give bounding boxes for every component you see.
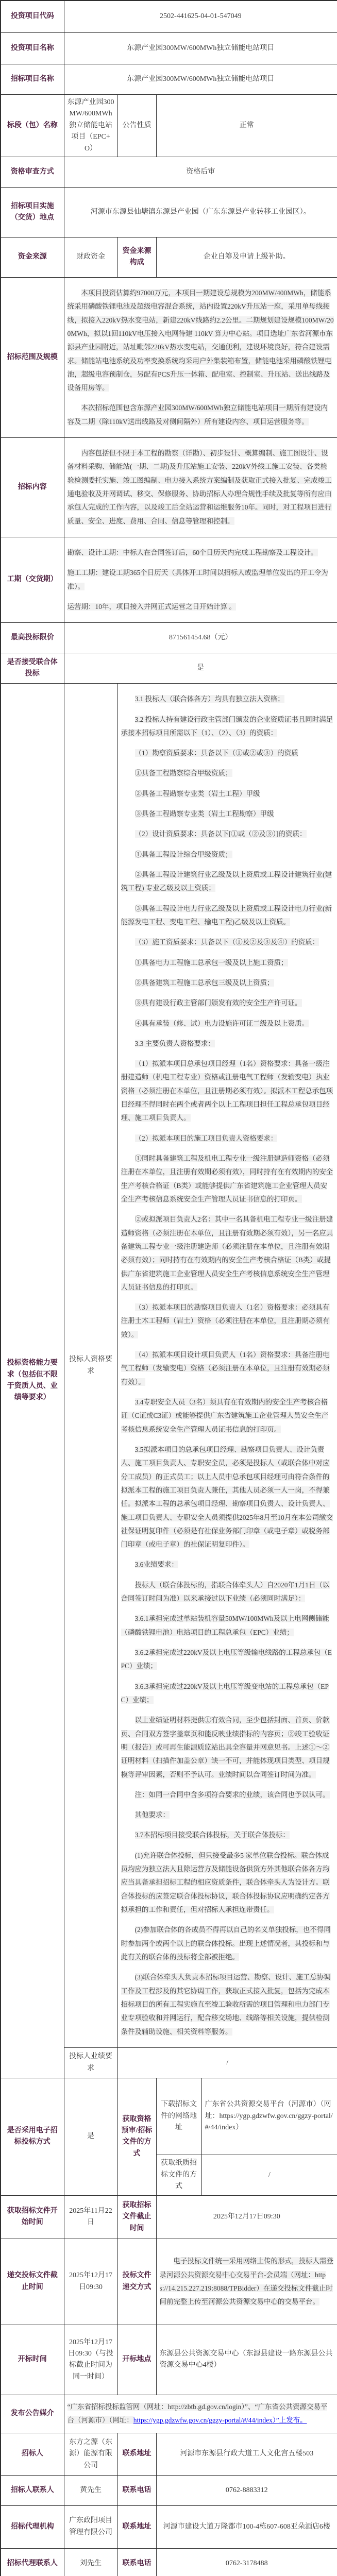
obtain-start-value: 2025年11月22日: [64, 2195, 117, 2239]
row-scope: [1, 277, 337, 437]
tender-name-value: 东源产业园300MW/600MWh独立储能电站项目: [64, 64, 337, 95]
row-duration: [1, 537, 337, 622]
agency-address-label: 联系地址: [117, 2505, 156, 2548]
consortium-value: 是: [64, 653, 337, 684]
qualification-review-label: 资格审查方式: [1, 157, 64, 187]
row-tenderer-contact: [1, 2475, 337, 2505]
submission-method-value: 电子投标文件统一采用网络上传的形式，投标人需登录河源公共资源交易中心交易平台-会员端（网址：https://14.215.227.219:8088/TPBidder）在递交投标文件截止时间前完整上传至河源公共资源交易中心的交易平台。: [156, 2239, 337, 2325]
max-price-label: 最高投标限价: [1, 623, 64, 653]
funds-value: 财政资金: [64, 237, 117, 277]
submission-deadline-value: 2025年12月17日09:30: [64, 2239, 117, 2325]
tenderer-phone-value: 0762-8883312: [156, 2475, 337, 2505]
funds-composition-label: 资金来源构成: [117, 237, 156, 277]
funds-label: 资金来源: [1, 237, 64, 277]
duration-label: 工期（交货期）: [1, 537, 64, 622]
content-value: 内容包括但不限于本工程的勘察（详勘）、初步设计、概算编制、施工图设计、设备材料采购、储能站(一期、二期)及升压站施工安装、220kV外线工施工安装、各类检验检测委托实施、竣工图编制、电力接入系统方案编制及获取正式接入批复、完成竣工通电验收及并网调试、移交、保修服务、协助招标人办理合规性手续及批复等所有应由承包人完成的工作内容，以及竣工后全站运营和运维服务10年。同时，对工程项目进行质量、安全、进度、费用、合同、信息等管理和控制。: [64, 438, 337, 537]
row-e-bidding-download: [1, 2078, 337, 2155]
consortium-label: 是否接受联合体投标: [1, 653, 64, 684]
notice-nature-value: 正常: [156, 95, 337, 157]
agency-label: 招标代理机构: [1, 2505, 64, 2548]
row-media: [1, 2395, 337, 2433]
obtain-documents-method-label: 获取资格预审/招标文件的方式: [117, 2078, 156, 2195]
agency-contact-label: 招标代理联系人: [1, 2548, 64, 2576]
tenderer-phone-label: 联系电话: [117, 2475, 156, 2505]
notice-nature-label: 公告性质: [117, 95, 156, 157]
tenderer-contact-value: 黄先生: [64, 2475, 117, 2505]
bidder-qualification-value: 3.1 投标人（联合体各方）均具有独立法人资格； 3.2 投标人持有建设行政主管部门颁发的企业资质证书且同时满足承接本招标项目所需以下（1）、（2）、（3）的资质： （1）勘察资质要求：具备以下（①或②或③）的资质 ①具备工程勘察综合甲级资质； ②具备工程勘察专业类（岩土工程）甲级 ③具备工程勘察专业类（岩土工程勘察）甲级 （2）设计资质要求：具备以下[①或（②及③）]的资质： ①具备工程设计综合甲级资质； ②具备工程设计建筑行业乙级及以上资质或工程设计建筑行业(建筑工程) 专业乙级及以上资质； ③具备工程设计电力行业乙级及以上资质或工程设计电力行业(新能源发电工程、变电工程、输电工程)乙级及以上资质。 （3）施工资质要求：具备以下（①及②及③及④）的资质： ①具备电力工程施工总承包一级及以上施工资质； ②具备建筑工程施工总承包三级及以上资质； ③具有建设行政主管部门颁发有效的安全生产许可证。 ④具有承装（修、试）电力设施许可证二级及以上资质。 3.3 主要负责人资格要求： （1）拟派本项目总承包项目经理（1名）资格要求：具备一级注册建造师（机电工程专业）资格或注册电气工程师（发输变电）执业资格（必须注册在本单位，且注册期必须有效）。拟派本工程总承包项目经理不得同时在两个或者两个以上工程项目担任工程总承包项目经理、施工项目负责人。 （2）拟派本项目的施工项目负责人资格要求： ①同时具备建筑工程及机电工程专业一级注册建造师资格（必须注册在本单位，且注册有效期必须有效），同时持有在有效期内的安全生产考核合格证（B类）或能够提供广东省建筑施工企业管理人员安全生产考核信息系统安全生产管理人员证书信息的打印页。 ②或拟派项目负责人2名：其中一名具备机电工程专业一级注册建造师资格（必须注册在本单位，且注册有效期必须有效），另一名应具备建筑工程专业一级注册建造师（必须注册在本单位，且注册有效期必须有效）；同时持有在有效期内的安全生产考核合格证（B类）或提供广东省建筑施工企业管理人员安全生产考核信息系统安全生产管理人员证书信息的打印页。 （3）拟派本项目的勘察项目负责人（1名）资格要求：必须具有注册土木工程师（岩土）资格（必须注册在本单位，且注册期必须有效）。 （4）拟派本项目设计项目负责人（1名）资格要求：具备注册电气工程师（发输变电）资格（必须注册在本单位，且注册有效期必须有效）。 3.4专职安全人员（3名）须具有在有效期内的安全生产考核合格证（C证或C3证）或能够提供广东省建筑施工企业管理人员安全生产考核信息系统安全生产管理人员证书信息的打印页。 3.5拟派本项目的总承包项目经理、勘察项目负责人、设计负责人、施工项目负责人、专职安全员，必须是投标人（或联合体中对应分工成员）的正式员工；以上人员中总承包项目经理可由符合条件的拟派本工程的施工项目负责人兼任，其他人员必须一人一岗，不得兼任。拟派本工程的总承包项目经理、勘察项目负责人、设计负责人、施工项目负责人、专职安全人员须提供2025年8月至10月在本公司缴交社保证明复印件（必须是有社保业务部门印章（或电子章）或税务部门印章（或电子章）的社保证明复印件）。 3.6业绩要求： 投标人（联合体投标的，指联合体牵头人）自2020年1月1日（以合同签订时间为准）以来承接过以下业绩（必须同时满足）： 3.6.1承担完成过单站装机容量50MW/100MWh及以上电网侧储能（磷酸铁锂电池）电站项目的工程总承包（EPC）业绩； 3.6.2承担完成过220kV及以上电压等级输电线路的工程总承包（EPC）业绩； 3.6.3承担完成过220kV及以上电压等级变电站的工程总承包（EPC）业绩； 以上业绩证明材料提供①有效合同，至少包括封面、首页、价款页、合同双方签字盖章页和能反映业绩指标的内容页；②竣工验收证明（报告）或可再生能源质监站出具全容量并网意见书。上述①～②证明材料（扫描件加盖公章）缺一不可，并能体现项目类型、项目规模等评审因素，否则不予认可。业绩时间以合同签订时间为准。 注：如同一合同中含多项符合要求的业绩，该合同也予以认可。 其他要求： 3.7本招标项目接受联合体投标，关于联合体投标： (1)允许联合体投标，但只接受最多5 家单位联合投标。联合体成员均应为独立法人且除运营方及储能设备供货方外其他联合体各方均应当具备承担招标工程的相应资质条件，联合体牵头人为设计方。联合体投标的应签定联合体投标协议，联合体投标协议应明确约定各方拟承担的工作和责任，但对招标人承担连带责任。 (2)参加联合体的各成员不得再以自己的名义单独投标，也不得同时参加两个或两个以上的联合体投标。出现上述情况者，其投标和与此有关的联合体的投标将全部被拒绝。 (3)联合体牵头人负责本招标项目运营、勘察、设计、施工总协调工作及工程涉及的其它协调工作，获取正式接入批复，包括为完成本招标项目的所有工程实施直至竣工验收所需的项目管理和电力部门专业专项验收和并网运行，配合移交场地、线路等相关设施，提供检测条件及辅助设施、相关资料等服务。: [117, 684, 337, 2048]
row-project-code: [1, 1, 337, 33]
row-location: [1, 187, 337, 237]
agency-value: 广东政阳项目管理有限公司: [64, 2505, 117, 2548]
row-capability-qualification: [1, 684, 337, 2048]
row-tenderer: [1, 2433, 337, 2475]
section-value: 东源产业园300MW/600MWh独立储能电站项目（EPC+O）: [64, 95, 117, 157]
paper-documents-label: 获取纸质招标文件的方式: [156, 2155, 201, 2195]
invest-name-value: 东源产业园300MW/600MWh独立储能电站项目: [64, 33, 337, 64]
row-agency-contact: [1, 2548, 337, 2576]
submission-method-label: 投标文件递交方式: [117, 2239, 156, 2325]
row-obtain-time: [1, 2195, 337, 2239]
invest-name-label: 投资项目名称: [1, 33, 64, 64]
media-label: 发布公告媒介: [1, 2395, 64, 2433]
media-text: “广东省招标投标监管网（网址：http://zbtb.gd.gov.cn/login）”、“广东省公共资源交易平台（河源市）（网址：: [67, 2403, 328, 2425]
tenderer-address-value: 河源市东源县行政大道工人文化宫五楼503: [156, 2433, 337, 2475]
project-code-value: 2502-441625-04-01-547049: [64, 1, 337, 33]
submission-deadline-label: 递交投标文件截止时间: [1, 2239, 64, 2325]
row-funds: [1, 237, 337, 277]
project-code-label: 投资项目代码: [1, 1, 64, 33]
tenderer-label: 招标人: [1, 2433, 64, 2475]
qualification-review-value: 资格后审: [64, 157, 337, 187]
download-url-label: 下载招标文件的网络地址: [156, 2078, 201, 2155]
row-section: [1, 95, 337, 157]
obtain-start-label: 获取招标文件开始时间: [1, 2195, 64, 2239]
capability-label: 投标资格能力要求（包括但不限于资质人员、业绩等要求）: [1, 684, 64, 2078]
e-bidding-label: 是否采用电子招标投标方式: [1, 2078, 64, 2195]
section-label: 标段（包）名称: [1, 95, 64, 157]
opening-place-value: 东源县公共资源交易中心（东源县建设一路东源县公共资源交易中心4楼）: [156, 2325, 337, 2395]
download-url-value: 广东省公共资源交易平台（河源市）（网址：https://ygp.gdzwfw.gov.cn/ggzy-portal/#/44/index）: [201, 2078, 337, 2155]
agency-address-value: 河源市建设大道万隆都市100-4栋607-608亚朵酒店6楼: [156, 2505, 337, 2548]
bidder-qualification-label: 投标人资格要求: [64, 684, 117, 2048]
row-max-price: [1, 623, 337, 653]
media-portal-link[interactable]: https://ygp.gdzwfw.gov.cn/ggzy-portal/#/44/index）”上发布。: [133, 2416, 307, 2425]
agency-contact-value: 刘先生: [64, 2548, 117, 2576]
row-qualification-review: [1, 157, 337, 187]
tender-name-label: 招标项目名称: [1, 64, 64, 95]
duration-value: 勘察、设计工期：中标人在合同签订后，60个日历天内完成工程勘察及工程设计。 施工工期：建设工期365个日历天（具体开工时间以招标人或监理单位发出的开工令为准）。 运营期：10年，项目接入并网正式运营之日开始计算 。: [64, 537, 337, 622]
funds-composition-value: 企业自筹及申请上级补助。: [156, 237, 337, 277]
opening-time-value: 2025年12月17日09:30（与投标截止时间为同一时间）: [64, 2325, 117, 2395]
row-opening: [1, 2325, 337, 2395]
row-submission: [1, 2239, 337, 2325]
location-label: 招标项目实施（交货）地点: [1, 187, 64, 237]
row-tender-name: [1, 64, 337, 95]
paper-documents-value: /: [201, 2155, 337, 2195]
scope-label: 招标范围及规模: [1, 277, 64, 437]
row-consortium: [1, 653, 337, 684]
row-content: [1, 438, 337, 537]
opening-time-label: 开标时间: [1, 2325, 64, 2395]
obtain-deadline-value: 2025年12月17日09:30: [156, 2195, 337, 2239]
bidder-performance-label: 投标人业绩要求: [64, 2047, 117, 2078]
agency-phone-value: 0762-3178488: [156, 2548, 337, 2576]
content-label: 招标内容: [1, 438, 64, 537]
tenderer-address-label: 联系地址: [117, 2433, 156, 2475]
max-price-value: 871561454.68（元）: [64, 623, 337, 653]
scope-value: 本项目投资估算约97000万元，本项目一期建设总规模为200MW/400MWh，储能系统采用磷酸铁锂电池及超级电容混合系统，站内设置220kV升压站一座，采用单母线接线，拟接入220kV热水变电站，新建220kV线路约2.2公里。二期规划建设规模100MW/200MWh，拟以1回110kV电压接入电网待建 110kV 算力中心站。项目选址广东省河源市东源县产业园附近，站址毗邻220kV热水变电站，交通便利，建设环境良好，符合建设需求。储能站电池系统及功率变换系统均采用户外集装箱布置，储能电池采用磷酸铁锂电池，超级电容预制仓，另配有PCS升压一体箱、配电室、控制室、升压站、送出线路及设备用房等。 本次招标范围包含东源产业园300MW/600MWh独立储能电站项目一期所有建设内容及二期（除110kV送出线路及对侧间隔外）所有建设内容、项目运营服务等。: [64, 277, 337, 437]
agency-phone-label: 联系电话: [117, 2548, 156, 2576]
bidder-performance-value: /: [117, 2047, 337, 2078]
opening-place-label: 开标地点: [117, 2325, 156, 2395]
location-value: 河源市东源县仙塘镇东源县产业园（广东东源县产业转移工业园区）。: [64, 187, 337, 237]
row-agency: [1, 2505, 337, 2548]
e-bidding-value: 是: [64, 2078, 117, 2195]
row-invest-name: [1, 33, 337, 64]
tenderer-value: 东方之源（东源）能源有限公司: [64, 2433, 117, 2475]
media-value: [64, 2395, 337, 2433]
tenderer-contact-label: 招标人联系人: [1, 2475, 64, 2505]
obtain-deadline-label: 获取招标文件截止时间: [117, 2195, 156, 2239]
